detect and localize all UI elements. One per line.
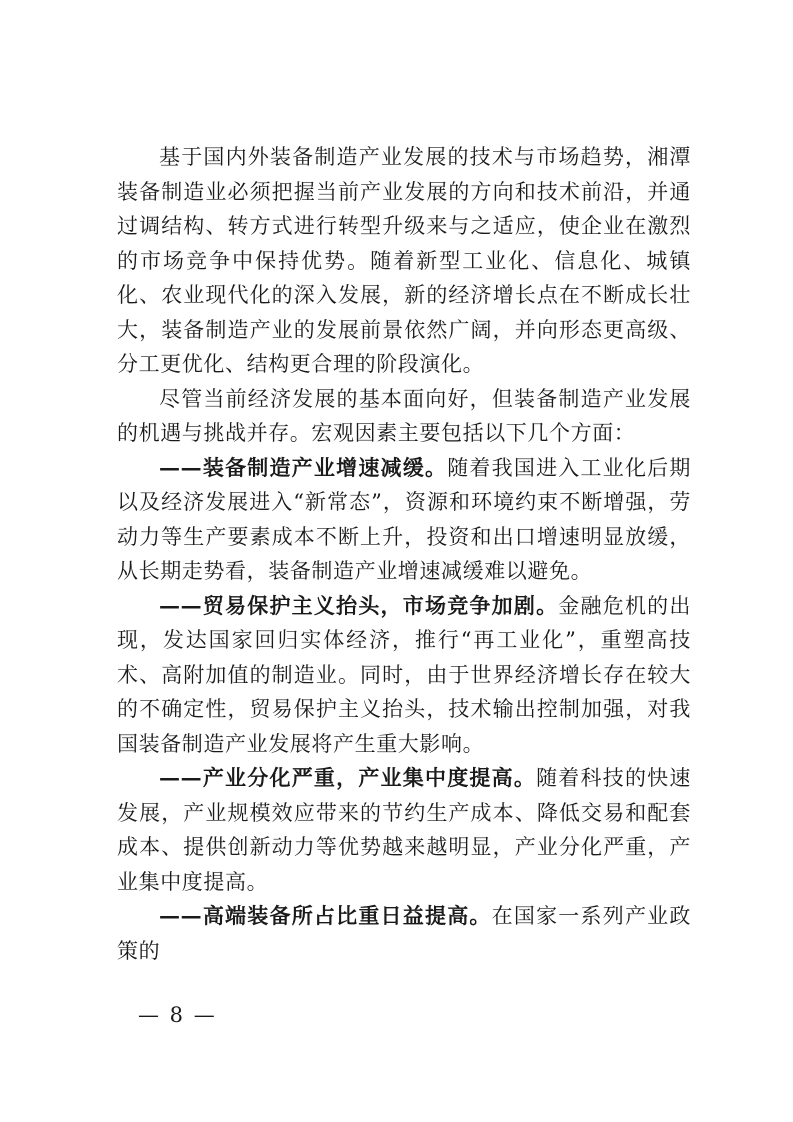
paragraph-1 [117,140,691,382]
paragraph-3 [117,451,691,589]
paragraph-4-lead: ——贸易保护主义抬头，市场竞争加剧。 [159,592,559,618]
paragraph-4 [117,589,691,762]
page-number: — 8 — [138,1003,217,1027]
paragraph-5-lead: ——产业分化严重，产业集中度提高。 [159,765,537,790]
paragraph-2-text: 尽管当前经济发展的基本面向好，但装备制造产业发展的机遇与挑战并存。宏观因素主要包括以下几个方面： [117,386,691,445]
paragraph-2 [117,382,691,451]
paragraph-3-text: 随着我国进入工业化后期以及经济发展进入“新常态”，资源和环境约束不断增强，劳动力等生产要素成本不断上升，投资和出口增速明显放缓，从长期走势看，装备制造产业增速减缓难以避免。 [117,455,691,583]
paragraph-5-text: 随着科技的快速发展，产业规模效应带来的节约生产成本、降低交易和配套成本、提供创新动力等优势越来越明显，产业分化严重，产业集中度提高。 [117,766,692,894]
paragraph-3-lead: ——装备制造产业增速减缓。 [159,454,448,480]
document-body [117,140,691,968]
paragraph-6-text: 在国家一系列产业政策的 [117,904,691,963]
paragraph-1-text: 基于国内外装备制造产业发展的技术与市场趋势，湘潭装备制造业必须把握当前产业发展的方向和技术前沿，并通过调结构、转方式进行转型升级来与之适应，使企业在激烈的市场竞争中保持优势。随着新型工业化、信息化、城镇化、农业现代化的深入发展，新的经济增长点在不断成长壮大，装备制造产业的发展前景依然广阔，并向形态更高级、分工更优化、结构更合理的阶段演化。 [117,145,691,376]
paragraph-6 [117,899,691,968]
paragraph-4-text: 金融危机的出现，发达国家回归实体经济，推行“再工业化”，重塑高技术、高附加值的制造业。同时，由于世界经济增长存在较大的不确定性，贸易保护主义抬头，技术输出控制加强，对我国装备制造产业发展将产生重大影响。 [117,593,691,756]
paragraph-5 [117,761,691,899]
paragraph-6-lead: ——高端装备所占比重日益提高。 [159,903,492,928]
